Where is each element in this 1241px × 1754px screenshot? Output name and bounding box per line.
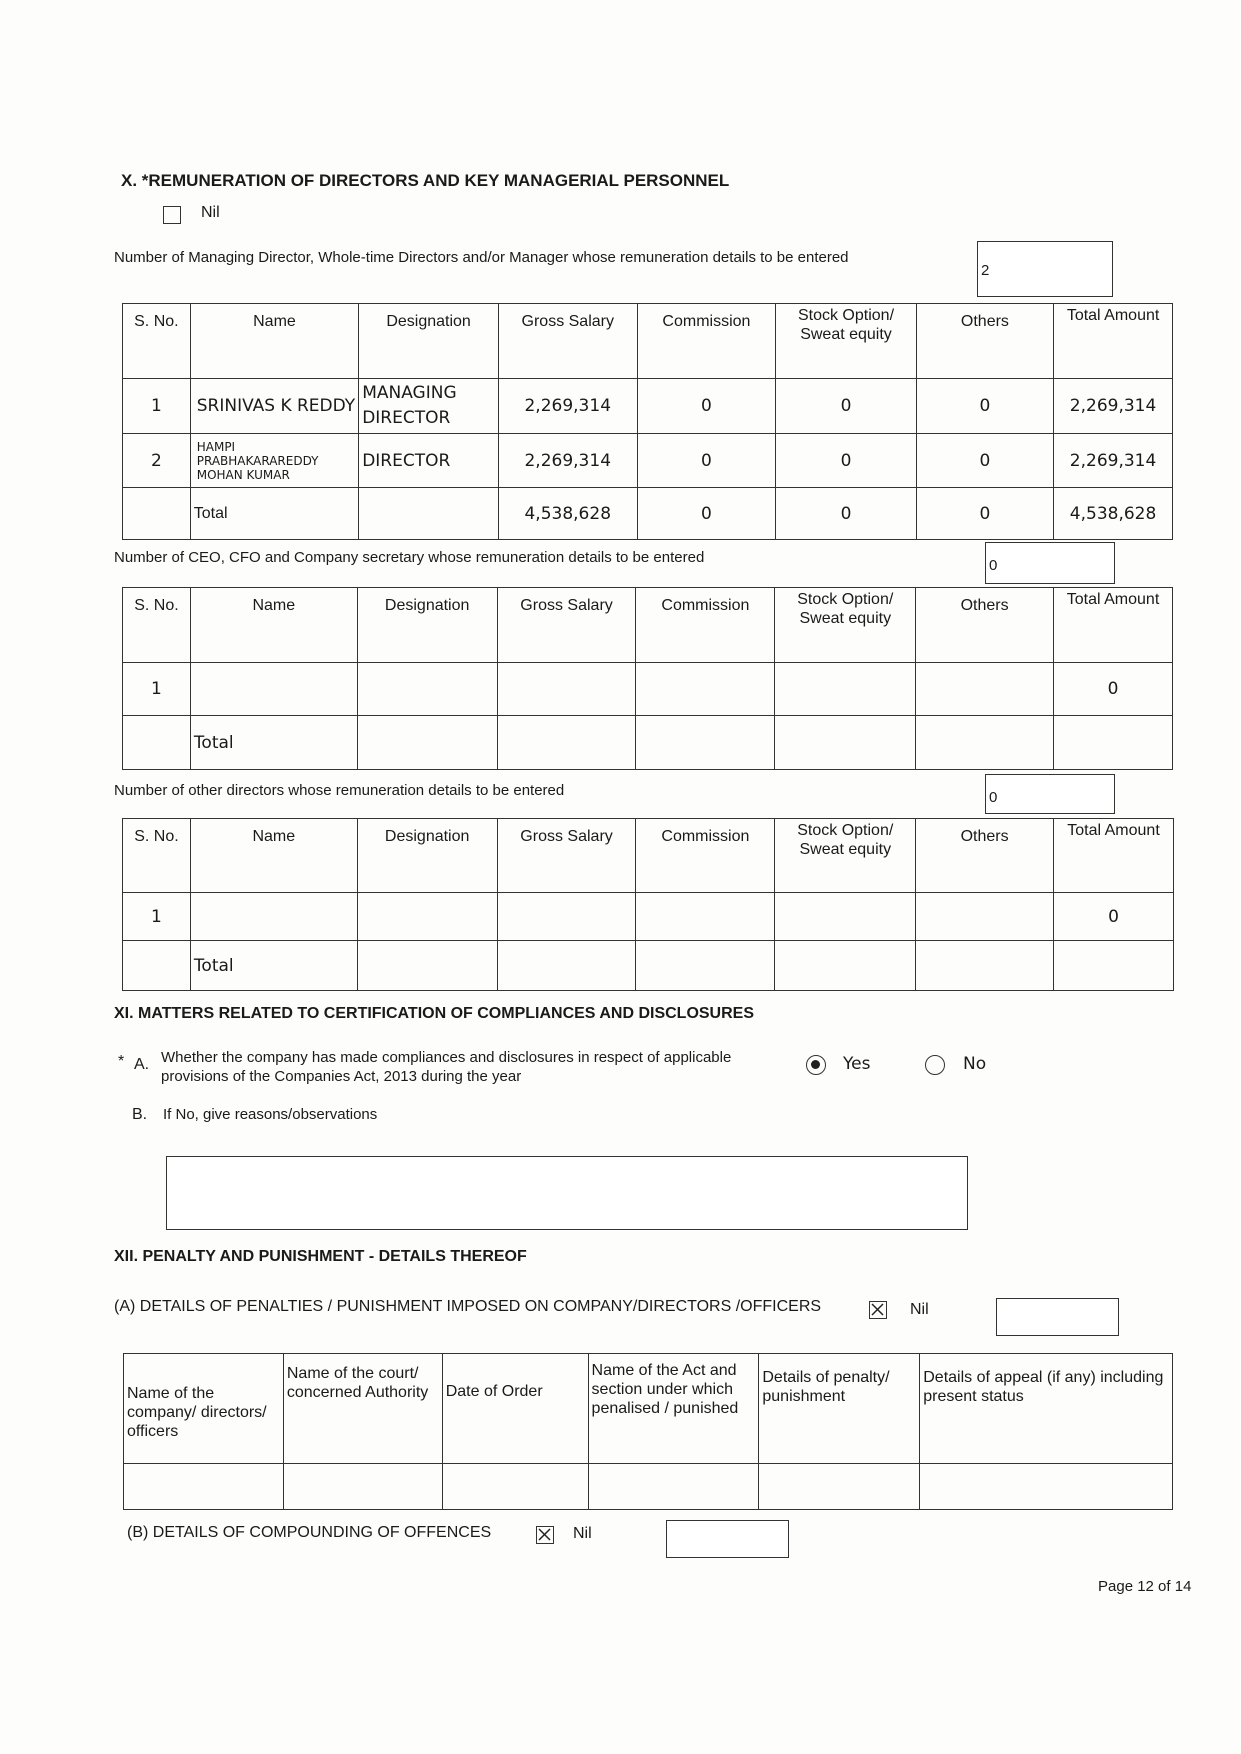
x-mark-icon — [870, 1302, 885, 1317]
header-designation: Designation — [359, 304, 499, 379]
director-name: HAMPI PRABHAKARAREDDY MOHAN KUMAR — [190, 434, 358, 488]
penalties-nil-checkbox[interactable] — [869, 1301, 887, 1319]
director-designation: DIRECTOR — [359, 434, 499, 488]
header-act-section: Name of the Act and section under which penalised / punished — [588, 1354, 759, 1464]
header-total-amount: Total Amount — [1054, 304, 1173, 379]
yes-label: Yes — [843, 1054, 871, 1074]
header-penalty-details: Details of penalty/ punishment — [759, 1354, 920, 1464]
no-radio[interactable] — [925, 1055, 945, 1075]
header-stock-option: Stock Option/ Sweat equity — [776, 304, 916, 379]
reasons-textarea[interactable] — [166, 1156, 968, 1230]
ceo-count-question: Number of CEO, CFO and Company secretary whose remuneration details to be entered — [114, 549, 705, 566]
other-directors-table: S. No. Name Designation Gross Salary Commission Stock Option/ Sweat equity Others Total Amount 1 0 Total — [122, 818, 1174, 991]
no-label: No — [963, 1054, 987, 1074]
other-directors-count-input[interactable]: 0 — [985, 774, 1115, 814]
compounding-count-input[interactable] — [666, 1520, 789, 1558]
required-star: * — [118, 1053, 125, 1070]
header-name: Name — [190, 304, 358, 379]
compounding-nil-checkbox[interactable] — [536, 1526, 554, 1544]
ceo-remuneration-table: S. No. Name Designation Gross Salary Commission Stock Option/ Sweat equity Others Total Amount 1 0 Total — [122, 587, 1173, 770]
section-xii-title: XII. PENALTY AND PUNISHMENT - DETAILS THEREOF — [114, 1248, 527, 1265]
table-row: 1 SRINIVAS K REDDY MANAGING DIRECTOR 2,269,314 0 0 0 2,269,314 — [123, 379, 1173, 434]
section-xi-title: XI. MATTERS RELATED TO CERTIFICATION OF COMPLIANCES AND DISCLOSURES — [114, 1005, 755, 1022]
question-b-letter: B. — [132, 1106, 148, 1123]
header-date-of-order: Date of Order — [442, 1354, 588, 1464]
header-gross-salary: Gross Salary — [498, 304, 637, 379]
header-court: Name of the court/ concerned Authority — [283, 1354, 442, 1464]
nil-checkbox[interactable] — [163, 206, 181, 224]
header-others: Others — [916, 304, 1053, 379]
penalties-table — [123, 1353, 1173, 1510]
header-sno: S. No. — [123, 304, 191, 379]
question-a-line2: provisions of the Companies Act, 2013 during the year — [161, 1068, 522, 1085]
yes-radio[interactable] — [806, 1055, 826, 1075]
header-appeal-details: Details of appeal (if any) including present status — [920, 1354, 1173, 1464]
header-company-name: Name of the company/ directors/ officers — [124, 1354, 284, 1464]
other-directors-question: Number of other directors whose remuneration details to be entered — [114, 782, 565, 799]
ceo-count-input[interactable]: 0 — [985, 542, 1115, 584]
table-row: 2 HAMPI PRABHAKARAREDDY MOHAN KUMAR DIRECTOR 2,269,314 0 0 0 2,269,314 — [123, 434, 1173, 488]
md-count-question: Number of Managing Director, Whole-time Directors and/or Manager whose remuneration details to be entered — [114, 249, 849, 266]
page-number: Page 12 of 14 — [1098, 1578, 1192, 1595]
table-row — [124, 1464, 1173, 1510]
table-row: 1 0 — [123, 663, 1173, 716]
director-designation: MANAGING DIRECTOR — [359, 379, 499, 434]
compounding-nil-label: Nil — [573, 1525, 592, 1542]
penalties-label: (A) DETAILS OF PENALTIES / PUNISHMENT IMPOSED ON COMPANY/DIRECTORS /OFFICERS — [114, 1298, 822, 1315]
table-row: 1 0 — [123, 893, 1174, 941]
question-a-line1: Whether the company has made compliances and disclosures in respect of applicable — [161, 1049, 732, 1066]
header-commission: Commission — [637, 304, 776, 379]
question-b: If No, give reasons/observations — [163, 1106, 378, 1123]
total-row: Total 4,538,628 0 0 0 4,538,628 — [123, 488, 1173, 540]
md-count-input[interactable]: 2 — [977, 241, 1113, 297]
x-mark-icon — [537, 1527, 552, 1542]
section-x-title: X. *REMUNERATION OF DIRECTORS AND KEY MANAGERIAL PERSONNEL — [121, 171, 730, 190]
nil-label: Nil — [201, 204, 220, 221]
md-remuneration-table — [122, 303, 1173, 540]
question-a-letter: A. — [134, 1056, 150, 1073]
penalties-nil-label: Nil — [910, 1301, 929, 1318]
director-name: SRINIVAS K REDDY — [190, 379, 358, 434]
penalties-count-input[interactable] — [996, 1298, 1119, 1336]
total-row: Total — [123, 716, 1173, 770]
radio-selected-dot — [811, 1060, 820, 1069]
compounding-label: (B) DETAILS OF COMPOUNDING OF OFFENCES — [127, 1524, 492, 1541]
total-row: Total — [123, 941, 1174, 991]
